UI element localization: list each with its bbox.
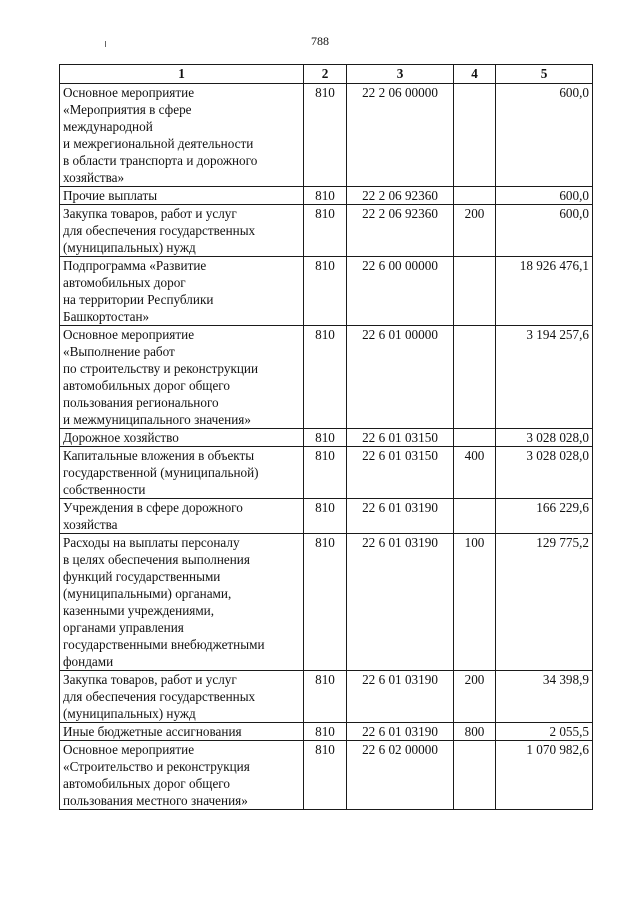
expense-type-cell — [454, 326, 496, 429]
table-row — [60, 534, 593, 671]
item-name-cell — [60, 326, 304, 429]
item-name-line: (муниципальными) органами, — [63, 586, 232, 601]
expense-type-cell — [454, 257, 496, 326]
expense-type-cell — [454, 429, 496, 447]
item-name-line: «Выполнение работ — [63, 344, 175, 359]
item-name-line: Закупка товаров, работ и услуг — [63, 672, 237, 687]
expense-type-cell — [454, 187, 496, 205]
amount-cell: 34 398,9 — [496, 671, 593, 723]
department-code-cell: 810 — [304, 499, 347, 534]
amount-cell: 18 926 476,1 — [496, 257, 593, 326]
department-code-cell: 810 — [304, 429, 347, 447]
target-article-cell: 22 6 02 00000 — [347, 741, 454, 810]
amount-cell: 166 229,6 — [496, 499, 593, 534]
column-header-4: 4 — [454, 65, 496, 84]
item-name-line: хозяйства — [63, 517, 118, 532]
item-name-line: государственными внебюджетными — [63, 637, 265, 652]
department-code-cell: 810 — [304, 534, 347, 671]
item-name-line: собственности — [63, 482, 146, 497]
item-name-line: (муниципальных) нужд — [63, 240, 196, 255]
item-name-line: фондами — [63, 654, 114, 669]
department-code-cell: 810 — [304, 326, 347, 429]
item-name-cell — [60, 534, 304, 671]
column-header-1: 1 — [60, 65, 304, 84]
item-name-line: «Мероприятия в сфере — [63, 102, 192, 117]
item-name-line: и межмуниципального значения» — [63, 412, 251, 427]
department-code-cell: 810 — [304, 84, 347, 187]
item-name-line: в области транспорта и дорожного — [63, 153, 258, 168]
item-name-line: Иные бюджетные ассигнования — [63, 724, 242, 739]
item-name-line: Подпрограмма «Развитие — [63, 258, 207, 273]
item-name-line: Основное мероприятие — [63, 85, 195, 100]
page-number: 788 — [311, 34, 329, 48]
target-article-cell: 22 6 01 03150 — [347, 447, 454, 499]
item-name-cell — [60, 741, 304, 810]
item-name-line: пользования регионального — [63, 395, 219, 410]
item-name-line: Капитальные вложения в объекты — [63, 448, 255, 463]
item-name-line: государственной (муниципальной) — [63, 465, 259, 480]
target-article-cell: 22 2 06 92360 — [347, 187, 454, 205]
item-name-line: для обеспечения государственных — [63, 689, 256, 704]
table-row — [60, 671, 593, 723]
table-row — [60, 84, 593, 187]
item-name-line: Закупка товаров, работ и услуг — [63, 206, 237, 221]
item-name-line: Прочие выплаты — [63, 188, 158, 203]
item-name-line: пользования местного значения» — [63, 793, 248, 808]
amount-cell: 600,0 — [496, 187, 593, 205]
item-name-line: в целях обеспечения выполнения — [63, 552, 250, 567]
department-code-cell: 810 — [304, 205, 347, 257]
item-name-line: международной — [63, 119, 153, 134]
amount-cell: 1 070 982,6 — [496, 741, 593, 810]
target-article-cell: 22 6 01 03190 — [347, 499, 454, 534]
item-name-line: органами управления — [63, 620, 184, 635]
department-code-cell: 810 — [304, 187, 347, 205]
item-name-cell — [60, 429, 304, 447]
target-article-cell: 22 2 06 92360 — [347, 205, 454, 257]
item-name-cell — [60, 257, 304, 326]
item-name-cell — [60, 187, 304, 205]
item-name-line: Расходы на выплаты персоналу — [63, 535, 240, 550]
column-header-5: 5 — [496, 65, 593, 84]
department-code-cell: 810 — [304, 447, 347, 499]
item-name-line: автомобильных дорог общего — [63, 378, 230, 393]
item-name-line: на территории Республики — [63, 292, 214, 307]
scan-mark — [105, 41, 106, 47]
item-name-line: Основное мероприятие — [63, 742, 195, 757]
item-name-line: и межрегиональной деятельности — [63, 136, 254, 151]
department-code-cell: 810 — [304, 741, 347, 810]
item-name-line: хозяйства» — [63, 170, 125, 185]
expense-type-cell: 200 — [454, 205, 496, 257]
table-row — [60, 205, 593, 257]
item-name-cell — [60, 84, 304, 187]
target-article-cell: 22 6 01 03190 — [347, 534, 454, 671]
expense-type-cell — [454, 84, 496, 187]
item-name-line: автомобильных дорог — [63, 275, 186, 290]
target-article-cell: 22 6 01 03190 — [347, 671, 454, 723]
item-name-line: (муниципальных) нужд — [63, 706, 196, 721]
item-name-line: казенными учреждениями, — [63, 603, 215, 618]
table-row — [60, 741, 593, 810]
target-article-cell: 22 6 00 00000 — [347, 257, 454, 326]
item-name-cell — [60, 499, 304, 534]
item-name-line: Дорожное хозяйство — [63, 430, 179, 445]
item-name-line: для обеспечения государственных — [63, 223, 256, 238]
expense-type-cell: 200 — [454, 671, 496, 723]
department-code-cell: 810 — [304, 257, 347, 326]
amount-cell: 129 775,2 — [496, 534, 593, 671]
amount-cell: 600,0 — [496, 84, 593, 187]
table-row — [60, 326, 593, 429]
amount-cell: 600,0 — [496, 205, 593, 257]
department-code-cell: 810 — [304, 671, 347, 723]
target-article-cell: 22 6 01 03190 — [347, 723, 454, 741]
item-name-line: «Строительство и реконструкция — [63, 759, 250, 774]
amount-cell: 3 028 028,0 — [496, 429, 593, 447]
target-article-cell: 22 6 01 00000 — [347, 326, 454, 429]
expense-type-cell — [454, 499, 496, 534]
column-header-2: 2 — [304, 65, 347, 84]
table-row — [60, 187, 593, 205]
item-name-line: Учреждения в сфере дорожного — [63, 500, 243, 515]
amount-cell: 3 028 028,0 — [496, 447, 593, 499]
item-name-cell — [60, 205, 304, 257]
item-name-line: Башкортостан» — [63, 309, 150, 324]
header-row — [60, 65, 593, 84]
item-name-line: по строительству и реконструкции — [63, 361, 259, 376]
expense-type-cell: 800 — [454, 723, 496, 741]
column-header-3: 3 — [347, 65, 454, 84]
item-name-line: Основное мероприятие — [63, 327, 195, 342]
table-row — [60, 257, 593, 326]
item-name-cell — [60, 671, 304, 723]
table-row — [60, 447, 593, 499]
item-name-line: автомобильных дорог общего — [63, 776, 230, 791]
item-name-cell — [60, 723, 304, 741]
table-row — [60, 723, 593, 741]
table-body — [60, 84, 593, 810]
target-article-cell: 22 2 06 00000 — [347, 84, 454, 187]
amount-cell: 2 055,5 — [496, 723, 593, 741]
expense-type-cell: 100 — [454, 534, 496, 671]
expense-type-cell: 400 — [454, 447, 496, 499]
target-article-cell: 22 6 01 03150 — [347, 429, 454, 447]
item-name-cell — [60, 447, 304, 499]
item-name-line: функций государственными — [63, 569, 221, 584]
table-row — [60, 429, 593, 447]
department-code-cell: 810 — [304, 723, 347, 741]
amount-cell: 3 194 257,6 — [496, 326, 593, 429]
table-row — [60, 499, 593, 534]
budget-table — [59, 64, 593, 810]
expense-type-cell — [454, 741, 496, 810]
